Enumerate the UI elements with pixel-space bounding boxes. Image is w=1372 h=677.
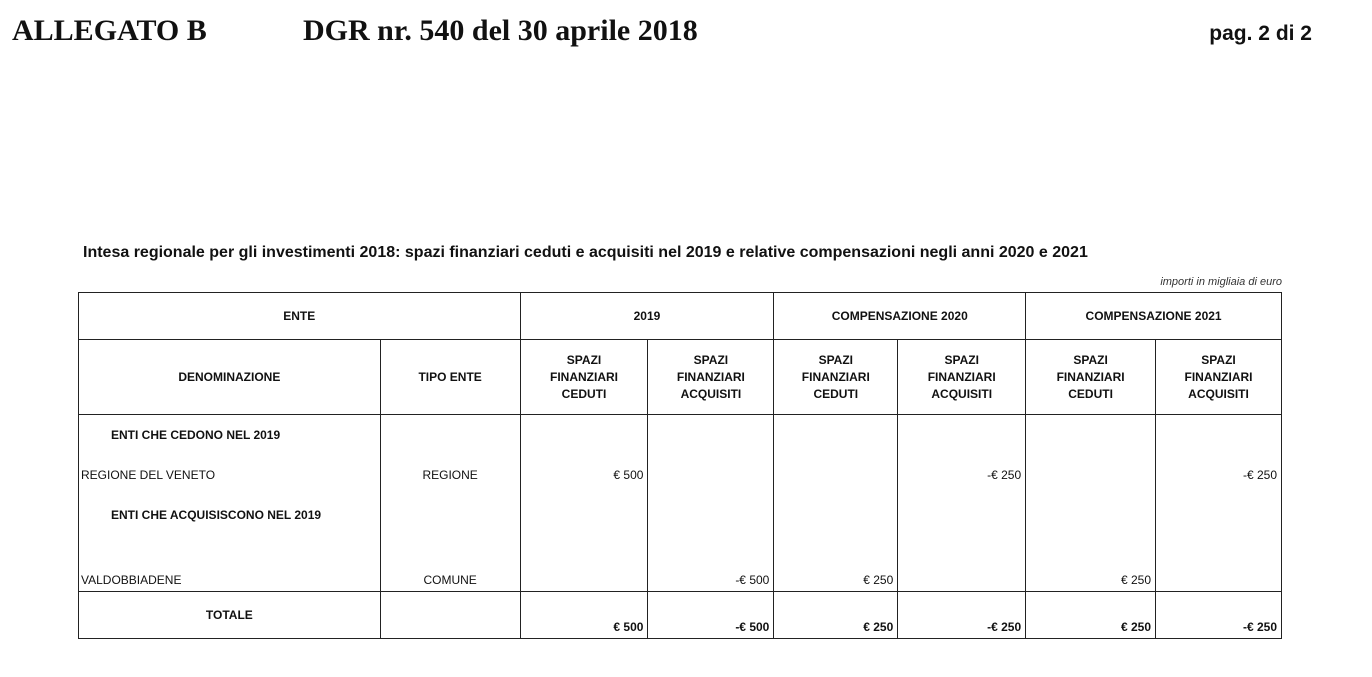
- row-tipo-ente: COMUNE: [380, 535, 520, 592]
- row-denominazione: REGIONE DEL VENETO: [79, 455, 381, 495]
- table-row: [79, 455, 1282, 495]
- dgr-reference: DGR nr. 540 del 30 aprile 2018: [303, 14, 698, 47]
- investment-table: [78, 292, 1282, 639]
- total-label: TOTALE: [79, 592, 381, 639]
- row-tipo-ente: REGIONE: [380, 455, 520, 495]
- header-2021-ceduti: SPAZI FINANZIARI CEDUTI: [1026, 340, 1156, 415]
- header-2019-ceduti: SPAZI FINANZIARI CEDUTI: [520, 340, 648, 415]
- row-denominazione: VALDOBBIADENE: [79, 535, 381, 592]
- page-number: pag. 2 di 2: [1209, 22, 1312, 45]
- table-row: [79, 535, 1282, 592]
- total-2020-acquisiti: -€ 250: [898, 592, 1026, 639]
- section-row-cedono: [79, 415, 1282, 456]
- total-2021-ceduti: € 250: [1026, 592, 1156, 639]
- row-2019-ceduti: € 500: [520, 455, 648, 495]
- row-2021-ceduti: € 250: [1026, 535, 1156, 592]
- total-2020-ceduti: € 250: [774, 592, 898, 639]
- row-2021-ceduti: [1026, 455, 1156, 495]
- document-title: Intesa regionale per gli investimenti 2018: spazi finanziari ceduti e acquisiti nel 2019 e relative compensazioni negli anni 2020 e 2021: [83, 244, 1088, 261]
- header-ente: ENTE: [79, 293, 521, 340]
- row-2021-acquisiti: -€ 250: [1156, 455, 1282, 495]
- row-2020-acquisiti: [898, 535, 1026, 592]
- header-compensazione-2020: COMPENSAZIONE 2020: [774, 293, 1026, 340]
- row-2019-acquisiti: -€ 500: [648, 535, 774, 592]
- header-denominazione: DENOMINAZIONE: [79, 340, 381, 415]
- header-2020-acquisiti: SPAZI FINANZIARI ACQUISITI: [898, 340, 1026, 415]
- row-2020-ceduti: [774, 455, 898, 495]
- header-2019-acquisiti: SPAZI FINANZIARI ACQUISITI: [648, 340, 774, 415]
- total-2019-acquisiti: -€ 500: [648, 592, 774, 639]
- row-2020-acquisiti: -€ 250: [898, 455, 1026, 495]
- section-label-acquisiscono: ENTI CHE ACQUISISCONO NEL 2019: [79, 495, 381, 535]
- row-2019-ceduti: [520, 535, 648, 592]
- header-tipo-ente: TIPO ENTE: [380, 340, 520, 415]
- section-label-cedono: ENTI CHE CEDONO NEL 2019: [79, 415, 381, 456]
- total-2019-ceduti: € 500: [520, 592, 648, 639]
- group-header-row: [79, 293, 1282, 340]
- row-2019-acquisiti: [648, 455, 774, 495]
- header-2019: 2019: [520, 293, 774, 340]
- row-2020-ceduti: € 250: [774, 535, 898, 592]
- total-row: [79, 592, 1282, 639]
- allegato-label: ALLEGATO B: [12, 14, 207, 47]
- column-header-row: [79, 340, 1282, 415]
- total-2021-acquisiti: -€ 250: [1156, 592, 1282, 639]
- section-row-acquisiscono: [79, 495, 1282, 535]
- header-2021-acquisiti: SPAZI FINANZIARI ACQUISITI: [1156, 340, 1282, 415]
- units-note: importi in migliaia di euro: [1160, 276, 1282, 288]
- row-2021-acquisiti: [1156, 535, 1282, 592]
- header-2020-ceduti: SPAZI FINANZIARI CEDUTI: [774, 340, 898, 415]
- header-compensazione-2021: COMPENSAZIONE 2021: [1026, 293, 1282, 340]
